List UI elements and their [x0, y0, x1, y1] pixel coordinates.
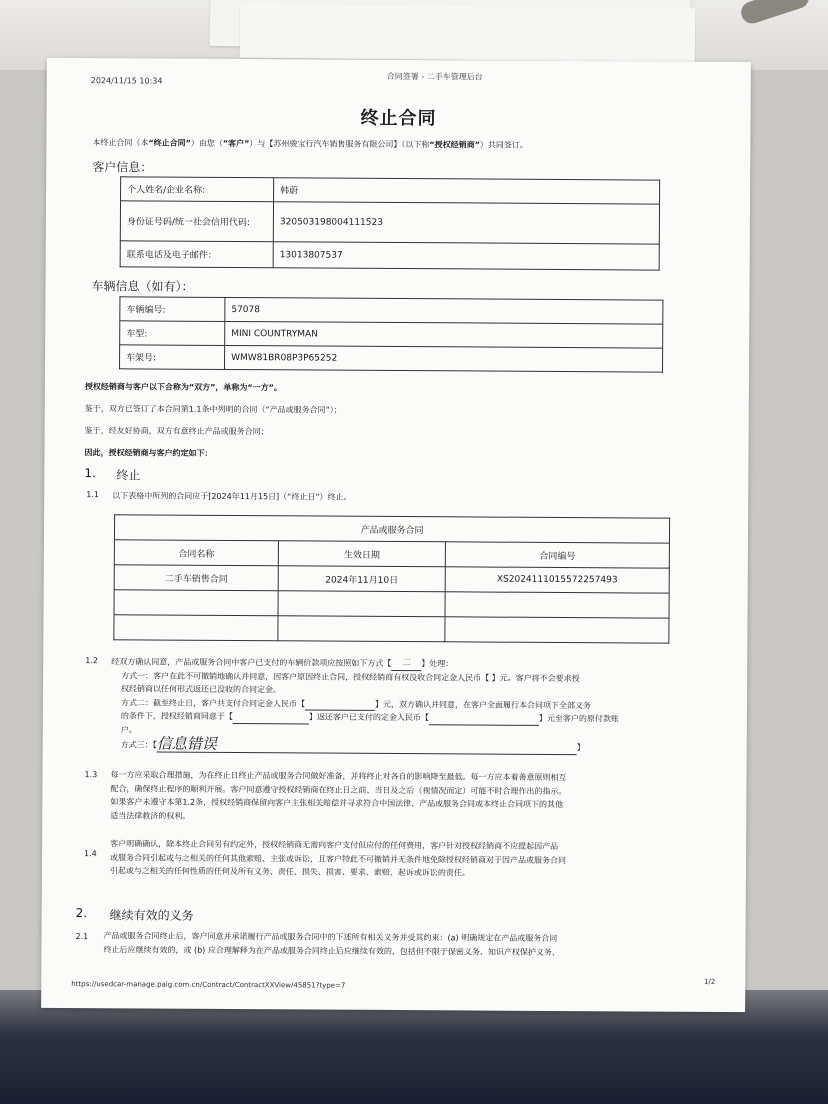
- way-1-line-b: 权经销商以任何形式返还已没收的合同定金。: [121, 684, 282, 695]
- section-1-number: 1.: [84, 466, 96, 481]
- customer-contact-value: 13013807537: [273, 242, 659, 270]
- footer-page-number: 1/2: [703, 977, 716, 986]
- cell-contract-name: 二手车销售合同: [114, 565, 278, 591]
- print-app-title: 合同签署 - 二手车管理后台: [386, 71, 483, 82]
- clause-1-3-line: 配合，确保终止程序的顺利开展。客户同意遵守授权经销商在终止日之前、当日及之后（视情况而定）可能不时合理作出的指示。: [110, 783, 567, 796]
- table-row: [120, 345, 663, 372]
- table-row: [120, 241, 659, 270]
- clause-1-3-line: 适当法律救济的权利。: [110, 810, 191, 821]
- customer-contact-label: 联系电话及电子邮件：: [120, 241, 273, 268]
- cell-empty: [278, 591, 445, 617]
- way-1-line-a: 方式一：客户在此不可撤销地确认并同意，因客户原因终止合同，授权经销商有权没收合同定金人民币【 】元。客户将不会要求授: [121, 670, 580, 683]
- clause-1-4-block: [110, 837, 732, 881]
- handwritten-way-3[interactable]: 信息错误: [157, 738, 577, 755]
- contract-table-caption: 产品或服务合同: [114, 515, 669, 543]
- clause-1-3-line: 如果客户未遵守本第1.2条，授权经销商保留向客户主张相关赔偿并寻求符合中国法律、产品或服务合同或本终止合同项下的其他: [110, 797, 564, 810]
- footer-url: https://usedcar-manage.paig.com.cn/Contract/ContractXXView/45851?type=7: [71, 980, 346, 990]
- col-header-effective-date: 生效日期: [278, 541, 445, 567]
- vehicle-vin-value: WMW81BR08P3P65252: [225, 345, 663, 372]
- section-2-number: 2.: [75, 906, 88, 921]
- customer-info-heading: 客户信息：: [92, 160, 153, 175]
- customer-id-value: 320503198004111523: [273, 202, 659, 244]
- clause-2-1-line: 产品或服务合同终止后，客户同意并承诺履行产品或服务合同中的下述所有相关义务并受其约束：(a) 明确规定在产品或服务合同: [103, 931, 558, 943]
- customer-id-label: 身份证号码/统一社会信用代码:: [120, 201, 273, 242]
- intro-paragraph: 本终止合同（本“终止合同”）由您（“客户”）与【苏州骏宝行汽车销售服务有限公司】（以下称“授权经销商”）共同签订。: [92, 138, 528, 150]
- clause-1-4-number: 1.4: [84, 849, 97, 859]
- underlying-paper-stack-2: [240, 4, 696, 63]
- recital-whereas-2: 鉴于，经友好协商，双方有意终止产品或服务合同；: [84, 426, 269, 437]
- clause-1-2-block: 经双方确认同意，产品或服务合同中客户已支付的车辆价款项应按照如下方式【 二 】处理： 方式一：客户在此不可撤销地确认并同意，因客户原因终止合同，授权经销商有权没收合同定金人民币【 】元。客户将不会要求授 权经销商以任何形式返还已没收的合同定金。 方式二：截至终止日，客户共支付合同定金人民币【 】元，双方确认并同意，在客户全面履行本合同项下全部义务 的条件下，授权经销商同意于【 】返还客户已支付的定金人民币【 】元至客户的原付款账 户。 方式三：【信息错误 】: [111, 654, 732, 755]
- clause-2-1-block: [103, 929, 733, 960]
- document-title: 终止合同: [360, 107, 437, 130]
- col-header-contract-name: 合同名称: [114, 540, 278, 566]
- clause-1-4-line: 或服务合同引起或与之相关的任何其他索赔、主张或诉讼，且客户特此不可撤销并无条件地免除授权经销商对于因产品或服务合同: [109, 852, 567, 865]
- clause-1-4-line: 客户明确确认，除本终止合同另有约定外，授权经销商无需向客户支付但应付的任何费用，客户针对授权经销商不应提起因产品: [110, 839, 559, 851]
- handwritten-choice: 二: [391, 656, 421, 671]
- table-row: [114, 590, 669, 618]
- vehicle-info-table: [119, 296, 663, 372]
- customer-name-value: 韩蔚: [274, 178, 660, 204]
- cell-empty: [445, 617, 669, 643]
- section-1-title: 终止: [116, 468, 141, 483]
- table-row: [114, 615, 669, 643]
- recital-parties: 授权经销商与客户以下合称为“双方”，单称为“一方”。: [84, 382, 282, 393]
- cell-empty: [114, 615, 278, 641]
- section-2-title: 继续有效的义务: [109, 908, 194, 923]
- vehicle-number-value: 57078: [225, 297, 663, 324]
- cell-contract-number: XS2024111015572257493: [445, 567, 669, 593]
- clause-1-1-text: 以下表格中所列的合同应于[2024年11月15日]（“终止日”）终止。: [112, 491, 352, 502]
- vehicle-number-label: 车辆编号:: [120, 297, 225, 322]
- vehicle-model-label: 车型:: [120, 321, 225, 346]
- customer-name-label: 个人姓名/企业名称:: [121, 177, 274, 202]
- clause-1-1-number: 1.1: [86, 490, 100, 500]
- customer-info-table: [120, 176, 661, 270]
- clause-1-3-block: [110, 768, 732, 826]
- table-row: [114, 540, 669, 568]
- table-row: [114, 565, 669, 593]
- clause-1-3-line: 每一方应采取合理措施，为在终止日终止产品或服务合同做好准备，并将终止对各自的影响降至最低。每一方应本着善意原则相互: [110, 770, 567, 783]
- table-row: [120, 321, 663, 348]
- way-2-line-c: 户。: [120, 724, 137, 734]
- clause-2-1-line: 终止后应继续有效的，或 (b) 应合理解释为在产品或服务合同终止后应继续有效的，包括但不限于保密义务、知识产权保护义务、: [103, 944, 560, 957]
- vehicle-model-value: MINI COUNTRYMAN: [225, 321, 663, 348]
- recital-whereas-1: 鉴于，双方已签订了本合同第1.1条中列明的合同（“产品或服务合同”）；: [84, 404, 342, 415]
- table-row: [114, 515, 669, 543]
- cell-empty: [278, 616, 445, 642]
- table-row: [120, 297, 663, 324]
- table-row: [121, 177, 660, 204]
- col-header-contract-number: 合同编号: [445, 542, 669, 568]
- clause-1-3-number: 1.3: [84, 770, 98, 780]
- print-datetime: 2024/11/15 10:34: [90, 76, 163, 86]
- cell-empty: [114, 590, 278, 616]
- vehicle-vin-label: 车架号:: [120, 345, 225, 370]
- contract-list-table: [113, 514, 670, 643]
- clause-1-2-number: 1.2: [85, 656, 98, 666]
- contract-page: [41, 58, 751, 1012]
- clause-2-1-number: 2.1: [75, 932, 89, 942]
- recital-therefore: 因此，授权经销商与客户约定如下：: [84, 448, 213, 458]
- cell-empty: [445, 592, 669, 618]
- vehicle-info-heading: 车辆信息（如有）：: [91, 279, 194, 294]
- table-row: [120, 201, 659, 244]
- clause-1-4-line: 引起或与之相关的任何性质的任何及所有义务、责任、损失、损害、要求、索赔、起诉或诉讼的责任。: [109, 866, 470, 878]
- cell-effective-date: 2024年11月10日: [278, 566, 445, 592]
